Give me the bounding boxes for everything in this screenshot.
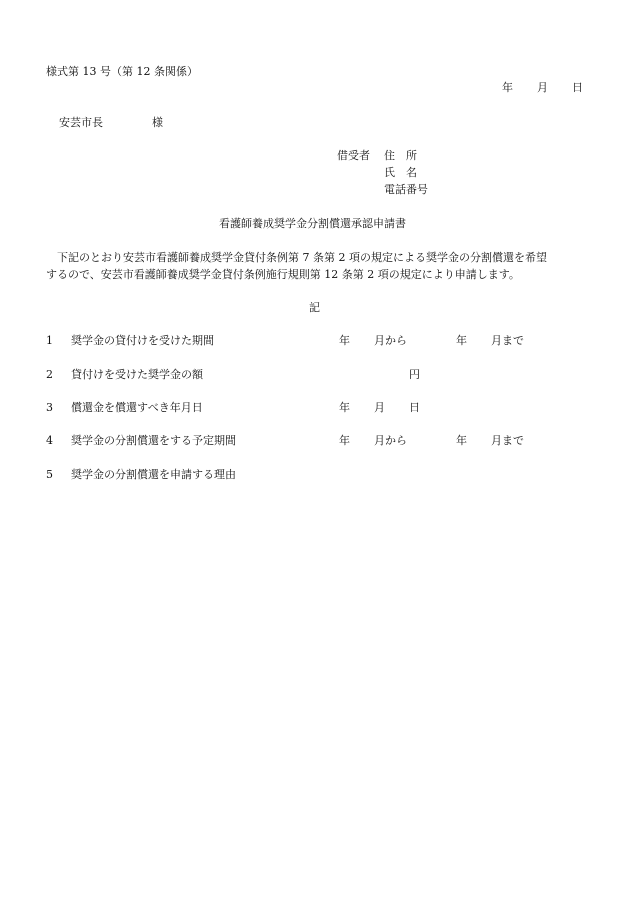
ki-heading: 記 (309, 301, 320, 314)
item-3-label: 償還金を償還すべき年月日 (71, 401, 203, 414)
item-4-end-year: 年 (456, 434, 467, 447)
item-3-number: 3 (46, 401, 53, 414)
applicant-name-label: 氏 名 (384, 166, 417, 179)
body-line-1: 下記のとおり安芸市看護師養成奨学金貸付条例第 7 条第 2 項の規定による奨学金の分割償還を希望 (46, 251, 547, 264)
item-5-label: 奨学金の分割償還を申請する理由 (71, 468, 236, 481)
form-number: 様式第 13 号（第 12 条関係） (46, 65, 198, 78)
body-line-2: するので、安芸市看護師養成奨学金貸付条例施行規則第 12 条第 2 項の規定により申請します。 (46, 268, 520, 281)
item-5-number: 5 (46, 468, 53, 481)
addressee-honorific: 様 (152, 116, 163, 129)
applicant-phone-label: 電話番号 (384, 183, 428, 196)
item-4-end-month: 月まで (491, 434, 524, 447)
item-3-month: 月 (374, 401, 385, 414)
item-4-start-year: 年 (339, 434, 350, 447)
item-2-label: 貸付けを受けた奨学金の額 (71, 368, 203, 381)
item-4-start-month: 月から (374, 434, 407, 447)
item-4-label: 奨学金の分割償還をする予定期間 (71, 434, 236, 447)
item-1-start-month: 月から (374, 334, 407, 347)
item-4-number: 4 (46, 434, 53, 447)
item-3-day: 日 (409, 401, 420, 414)
applicant-role: 借受者 (337, 149, 370, 162)
date-year: 年 (502, 81, 513, 94)
item-1-start-year: 年 (339, 334, 350, 347)
item-1-end-year: 年 (456, 334, 467, 347)
addressee-name: 安芸市長 (59, 116, 103, 129)
item-1-end-month: 月まで (491, 334, 524, 347)
item-2-number: 2 (46, 368, 53, 381)
date-day: 日 (572, 81, 583, 94)
item-1-label: 奨学金の貸付けを受けた期間 (71, 334, 214, 347)
document-title: 看護師養成奨学金分割償還承認申請書 (219, 217, 406, 230)
applicant-address-label: 住 所 (384, 149, 417, 162)
item-3-year: 年 (339, 401, 350, 414)
item-2-amount-unit: 円 (409, 368, 420, 381)
date-month: 月 (537, 81, 548, 94)
item-1-number: 1 (46, 334, 53, 347)
